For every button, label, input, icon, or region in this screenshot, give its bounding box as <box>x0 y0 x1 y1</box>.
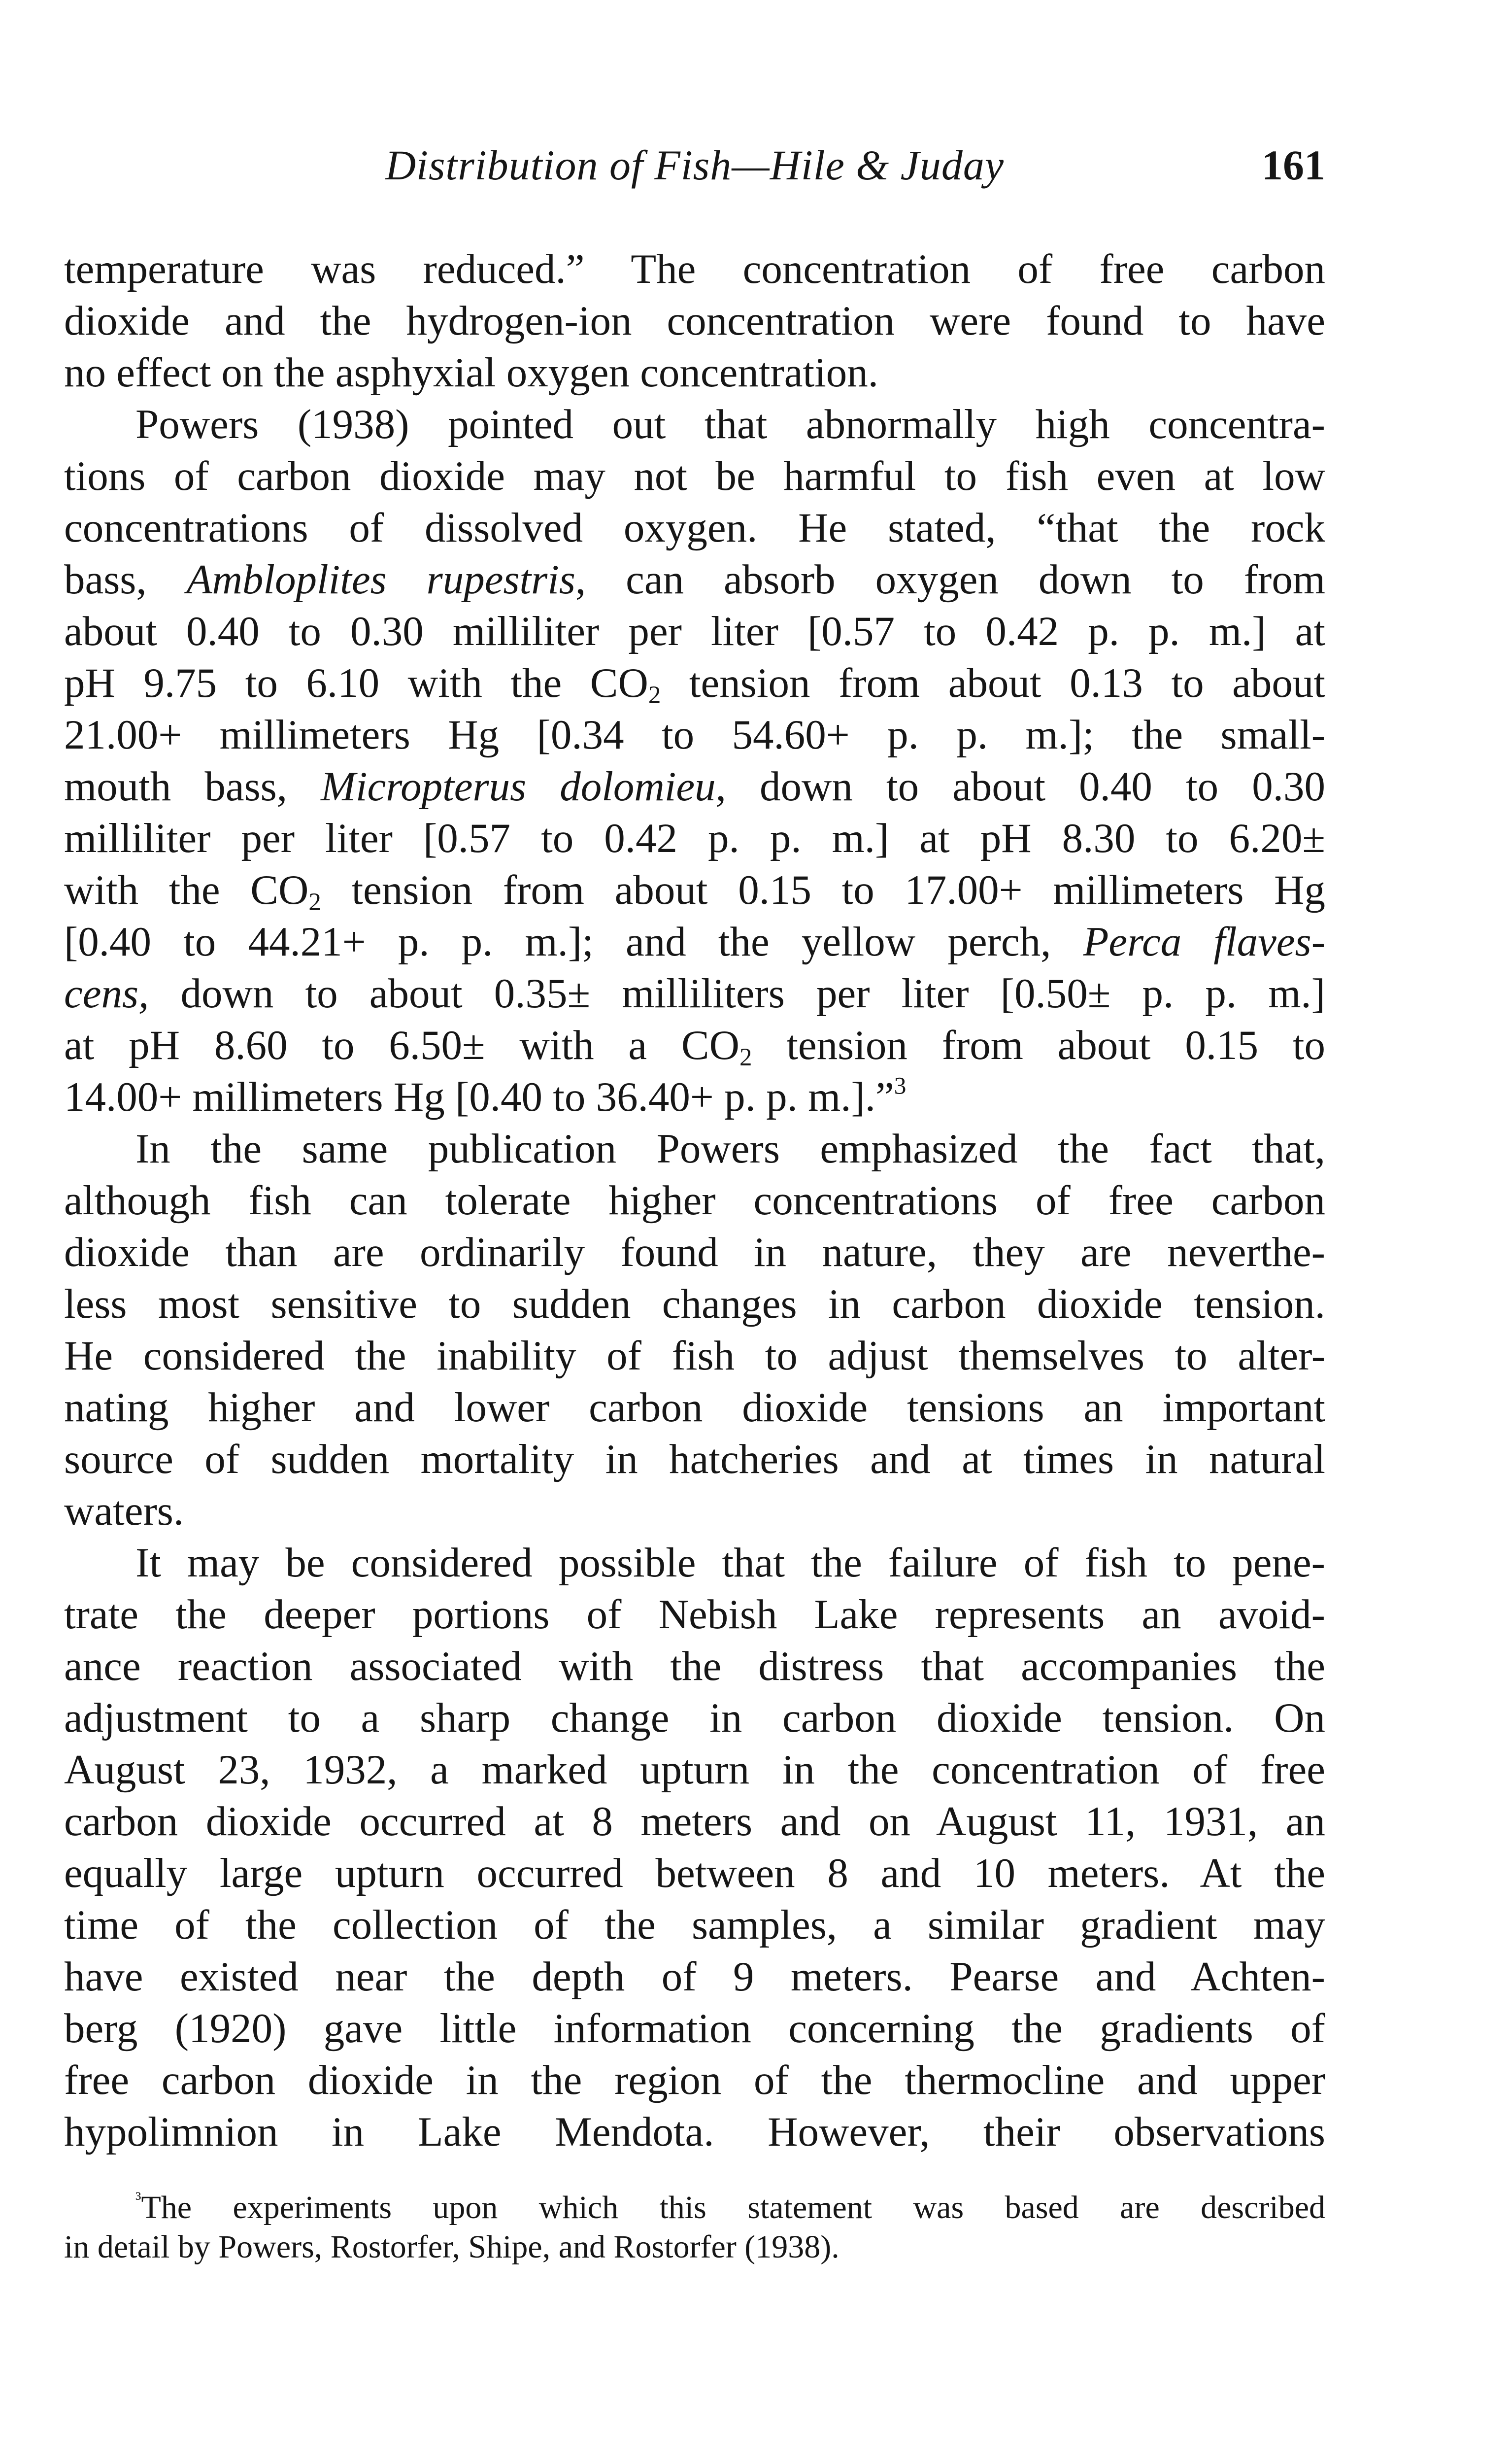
text-line: about 0.40 to 0.30 milliliter per liter [0.57 to 0.42 p. p. m.] at <box>64 608 1325 654</box>
text-line: milliliter per liter [0.57 to 0.42 p. p. m.] at pH 8.30 to 6.20± <box>64 815 1325 861</box>
text-line: ance reaction associated with the distress that accompanies the <box>64 1643 1325 1689</box>
text-line: although fish can tolerate higher concentrations of free carbon <box>64 1177 1325 1224</box>
text-line: trate the deeper portions of Nebish Lake represents an avoid- <box>64 1591 1325 1638</box>
running-title: Distribution of Fish—Hile & Juday <box>385 141 1005 189</box>
text-line: cens, down to about 0.35± milliliters per liter [0.50± p. p. m.] <box>64 970 1325 1017</box>
text-line: temperature was reduced.” The concentration of free carbon <box>64 246 1325 292</box>
text-line: less most sensitive to sudden changes in carbon dioxide tension. <box>64 1281 1325 1327</box>
text-line: bass, Ambloplites rupestris, can absorb oxygen down to from <box>64 556 1325 603</box>
text-line: In the same publication Powers emphasized the fact that, <box>135 1126 1325 1172</box>
text-line: [0.40 to 44.21+ p. p. m.]; and the yellow perch, Perca flaves- <box>64 919 1325 965</box>
text-line: waters. <box>64 1488 184 1534</box>
text-line: have existed near the depth of 9 meters. Pearse and Achten- <box>64 1953 1325 2000</box>
text-line: August 23, 1932, a marked upturn in the concentration of free <box>64 1746 1325 1793</box>
text-line: dioxide than are ordinarily found in nature, they are neverthe- <box>64 1229 1325 1275</box>
footnote-line: in detail by Powers, Rostorfer, Shipe, and Rostorfer (1938). <box>64 2229 839 2265</box>
text-line: hypolimnion in Lake Mendota. However, their observations <box>64 2109 1325 2155</box>
text-line: at pH 8.60 to 6.50± with a $CO_2$ tension from about 0.15 to <box>64 1022 1325 1071</box>
text-line: free carbon dioxide in the region of the thermocline and upper <box>64 2057 1325 2103</box>
running-head <box>64 131 1325 200</box>
text-line: Powers (1938) pointed out that abnormally high concentra- <box>135 401 1325 447</box>
text-line: dioxide and the hydrogen-ion concentration were found to have <box>64 298 1325 344</box>
text-line: tions of carbon dioxide may not be harmful to fish even at low <box>64 453 1325 499</box>
text-line: berg (1920) gave little information concerning the gradients of <box>64 2005 1325 2052</box>
text-line: source of sudden mortality in hatcheries and at times in natural <box>64 1436 1325 1482</box>
footnote-line <box>64 2188 1325 2227</box>
text-line: time of the collection of the samples, a similar gradient may <box>64 1902 1325 1948</box>
text-line: carbon dioxide occurred at 8 meters and on August 11, 1931, an <box>64 1798 1325 1845</box>
text-line: no effect on the asphyxial oxygen concentration. <box>64 349 879 396</box>
footnote-marker: ³ <box>135 2189 141 2210</box>
text-line: nating higher and lower carbon dioxide tensions an important <box>64 1384 1325 1431</box>
text-line: with the $CO_2$ tension from about 0.15 to 17.00+ millimeters Hg <box>64 867 1325 916</box>
text-line: concentrations of dissolved oxygen. He stated, “that the rock <box>64 505 1325 551</box>
page-number: 161 <box>1262 141 1325 189</box>
footnote-text: The experiments upon which this statement was based are described <box>141 2190 1325 2225</box>
text-line: mouth bass, Micropterus dolomieu, down to about 0.40 to 0.30 <box>64 763 1325 810</box>
text-line: He considered the inability of fish to adjust themselves to alter- <box>64 1333 1325 1379</box>
text-line: pH 9.75 to 6.10 with the $CO_2$ tension from about 0.13 to about <box>64 660 1325 709</box>
text-line: 14.00+ millimeters Hg [0.40 to 36.40+ p. p. m.].”$^3$ <box>64 1072 907 1120</box>
body-text <box>64 243 1325 2158</box>
text-line: 21.00+ millimeters Hg [0.34 to 54.60+ p. p. m.]; the small- <box>64 712 1325 758</box>
text-line: It may be considered possible that the failure of fish to pene- <box>135 1540 1325 1586</box>
text-line: adjustment to a sharp change in carbon dioxide tension. On <box>64 1695 1325 1741</box>
footnote <box>64 2188 1325 2267</box>
text-line: equally large upturn occurred between 8 and 10 meters. At the <box>64 1850 1325 1896</box>
